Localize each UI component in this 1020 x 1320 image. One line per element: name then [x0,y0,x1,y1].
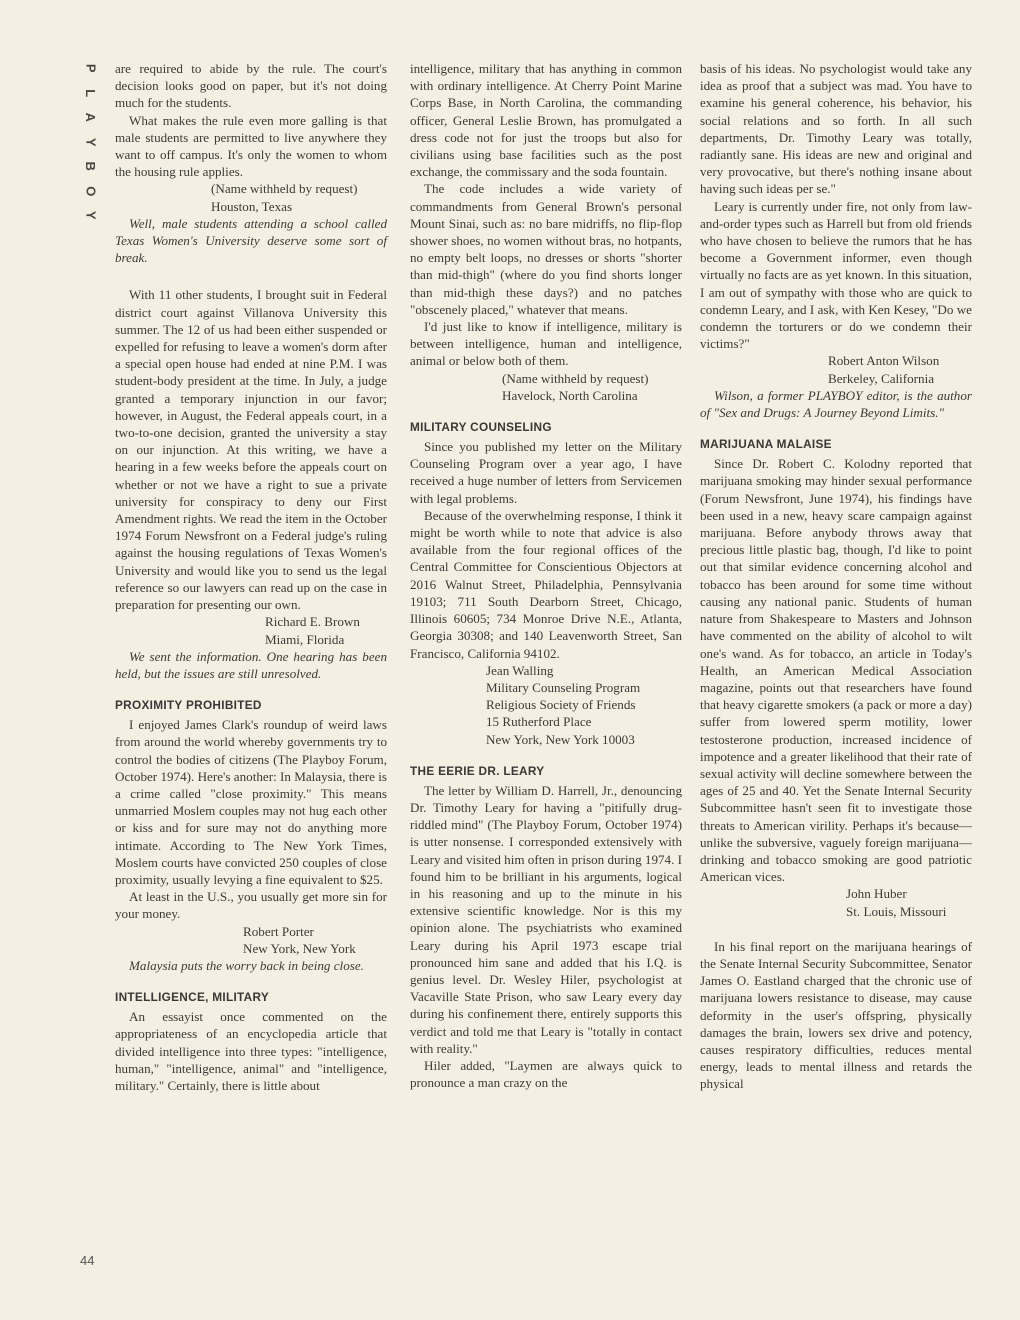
editor-response: Well, male students attending a school called Texas Women's University deserve some sort of break. [115,215,387,266]
signature-line: (Name withheld by request) [502,370,649,386]
section-heading: MARIJUANA MALAISE [700,437,832,452]
editor-response: We sent the information. One hearing has been held, but the issues are still unresolved. [115,648,387,681]
paragraph: I'd just like to know if intelligence, military is between intelligence, human and intelligence, animal or below both of them. [410,319,682,369]
masthead-playboy: PLAYBOY [83,63,99,220]
paragraph: What makes the rule even more galling is that male students are permitted to live anywhere they want to off campus. It's only the women to whom the housing rule applies. [115,112,387,180]
section-heading: THE EERIE DR. LEARY [410,763,545,778]
paragraph: At least in the U.S., you usually get more sin for your money. [115,889,387,922]
editor-response: Malaysia puts the worry back in being close. [129,957,364,973]
editor-response: Wilson, a former PLAYBOY editor, is the author of "Sex and Drugs: A Journey Beyond Limits." [700,387,972,421]
signature-line: Havelock, North Carolina [502,387,638,403]
paragraph: The code includes a wide variety of commandments from General Brown's personal Mount Sinai, such as: no bare midriffs, no flip-flop shower shoes, no women without bras, no hotpants, no empty belt loops, no dresses or shorts "shorter than mid-thigh" (where do you find shorts longer than mid-thigh these days?) and no patches "obscenely placed," whatever that means. [410,181,682,317]
signature-line: Miami, Florida [265,631,345,647]
page-number: 44 [80,1253,95,1268]
section-heading: MILITARY COUNSELING [410,420,552,435]
signature-line: New York, New York [243,940,356,956]
section-heading: PROXIMITY PROHIBITED [115,698,262,713]
signature-line: John Huber [846,886,907,902]
signature-line: 15 Rutherford Place [486,714,592,730]
paragraph: Because of the overwhelming response, I think it might be worth while to note that advice is also available from the four regional offices of the Central Committee for Conscientious Objectors at 2016 Walnut Street, Philadelphia, Pennsylvania 19103; 711 South Dearborn Street, Chicago, Illinois 60605; 734 Monroe Drive N.E., Atlanta, Georgia 30308; and 140 Leavenworth Street, San Francisco, California 94102. [410,507,682,661]
signature-line: Jean Walling [486,662,554,678]
paragraph: are required to abide by the rule. The court's decision looks good on paper, but it's not doing much for the students. [115,61,387,111]
signature-line: Religious Society of Friends [486,697,636,713]
signature-line: (Name withheld by request) [211,181,358,197]
column-1 [115,60,387,1094]
signature-line: Richard E. Brown [265,614,360,630]
paragraph: Leary is currently under fire, not only from law-and-order types such as Harrell but from old friends who have chosen to believe the rumors that he has become a Government informer, even though virtually no facts are as yet known. In this situation, I am out of sympathy with those who are quick to condemn Leary, and I ask, with Ken Kesey, "Do we condemn the torturers or do we condemn their victims?" [700,198,972,352]
section-heading: INTELLIGENCE, MILITARY [115,990,270,1005]
paragraph: I enjoyed James Clark's roundup of weird laws from around the world whereby governments try to control the bodies of citizens (The Playboy Forum, October 1974). Here's another: In Malaysia, there is a crime called "close proximity." This means unmarried Moslem couples may not hug each other or kiss and for sure may not do anything more intimate. According to The New York Times, Moslem courts have convicted 250 couples of close proximity, usually levying a fine equivalent to $25. [115,717,387,887]
signature-line: St. Louis, Missouri [846,903,947,919]
signature-line: Berkeley, California [828,370,935,386]
signature-line: New York, New York 10003 [486,731,635,747]
column-2 [410,60,682,1091]
paragraph: intelligence, military that has anything in common with ordinary intelligence. At Cherry Point Marine Corps Base, in North Carolina, the commanding officer, General Leslie Brown, has promulgated a dress code not for just the troops but also for civilians using base facilities such as the post exchange, the commissary and the soda fountain. [410,61,682,180]
paragraph: With 11 other students, I brought suit in Federal district court against Villanova University this summer. The 12 of us had been either suspended or expelled for refusing to leave a women's dorm after a special open house had ended at nine P.M. I was student-body president at the time. In July, a judge granted a temporary injunction in our favor; however, in August, the Federal appeals court, in a two-to-one decision, granted the university a stay on our injunction. At this writing, we have a hearing in a few weeks before the appeals court on whether or not we have a right to sue a private university for conspiracy to deny our First Amendment rights. We read the item in the October 1974 Forum Newsfront on a Federal judge's ruling against the housing regulations of Texas Women's University and would like you to send us the legal reference so our lawyers can read up on the case in preparation for presenting our own. [115,287,387,613]
signature-line: Military Counseling Program [486,679,641,695]
signature-line: Robert Anton Wilson [828,353,940,369]
column-3 [700,60,972,1093]
paragraph: Since you published my letter on the Military Counseling Program over a year ago, I have received a huge number of letters from Servicemen with legal problems. [410,439,682,506]
paragraph: An essayist once commented on the appropriateness of an encyclopedia article that divided intelligence into three types: "intelligence, human," "intelligence, animal" and "intelligence, military." Certainly, there is little about [115,1009,387,1093]
paragraph: Hiler added, "Laymen are always quick to pronounce a man crazy on the [410,1057,682,1091]
paragraph: In his final report on the marijuana hearings of the Senate Internal Security Subcommittee, Senator James O. Eastland charged that the chronic use of marijuana lowers resistance to disease, may cause deformity in the user's offspring, physically damages the brain, lowers sex drive and potency, causes respiratory difficulties, reduces mental energy, leads to mental illness and retards the physical [700,938,972,1092]
paragraph: basis of his ideas. No psychologist would take any idea as proof that a subject was mad. You have to examine his general coherence, his behavior, his social relations and so forth. In all such departments, Dr. Timothy Leary was totally, radiantly sane. His ideas are new and original and very provocative, but there's nothing insane about having such ideas per se." [700,61,972,197]
signature-line: Houston, Texas [211,198,293,214]
signature-line: Robert Porter [243,923,314,939]
paragraph: Since Dr. Robert C. Kolodny reported that marijuana smoking may hinder sexual performance (Forum Newsfront, June 1974), his findings have been used in a new, heavy scare campaign against marijuana. Before anybody throws away that precious little plastic bag, though, I'd like to point out that similar evidence concerning alcohol and tobacco has been around for some time without causing any national panic. Students of human nature from Shakespeare to Masters and Johnson have commented on the ability of alcohol to wilt one's wand. As for tobacco, an article in Today's Health, an American Medical Association magazine, points out that researchers have found that heavy cigarette smokers (a pack or more a day) suffer from lowered sperm motility, lower testosterone production, increased incidence of impotence and a greater likelihood that their rate of sexual activity will decline somewhere between the ages of 25 and 40. Yet the Senate Internal Security Subcommittee hasn't seen fit to investigate those threats to American virility. Perhaps it's because—unlike the subversive, vaguely foreign marijuana—drinking and tobacco smoking are good patriotic American vices. [700,456,972,885]
paragraph: The letter by William D. Harrell, Jr., denouncing Dr. Timothy Leary for having a "pitifully drug-riddled mind" (The Playboy Forum, October 1974) is utter nonsense. I corresponded extensively with Leary and visited him often in prison during 1974. I found him to be brilliant in his arguments, logical in his reasoning and up to the minute in his extensive scientific knowledge. Nor is this my opinion alone. The psychiatrists who examined Leary during his April 1973 escape trial pronounced him sane and added that his I.Q. is genius level. Dr. Wesley Hiler, psychologist at Vacaville State Prison, who saw Leary every day during his confinement there, entirely supports this verdict and told me that Leary is "totally in contact with reality." [410,782,683,1056]
